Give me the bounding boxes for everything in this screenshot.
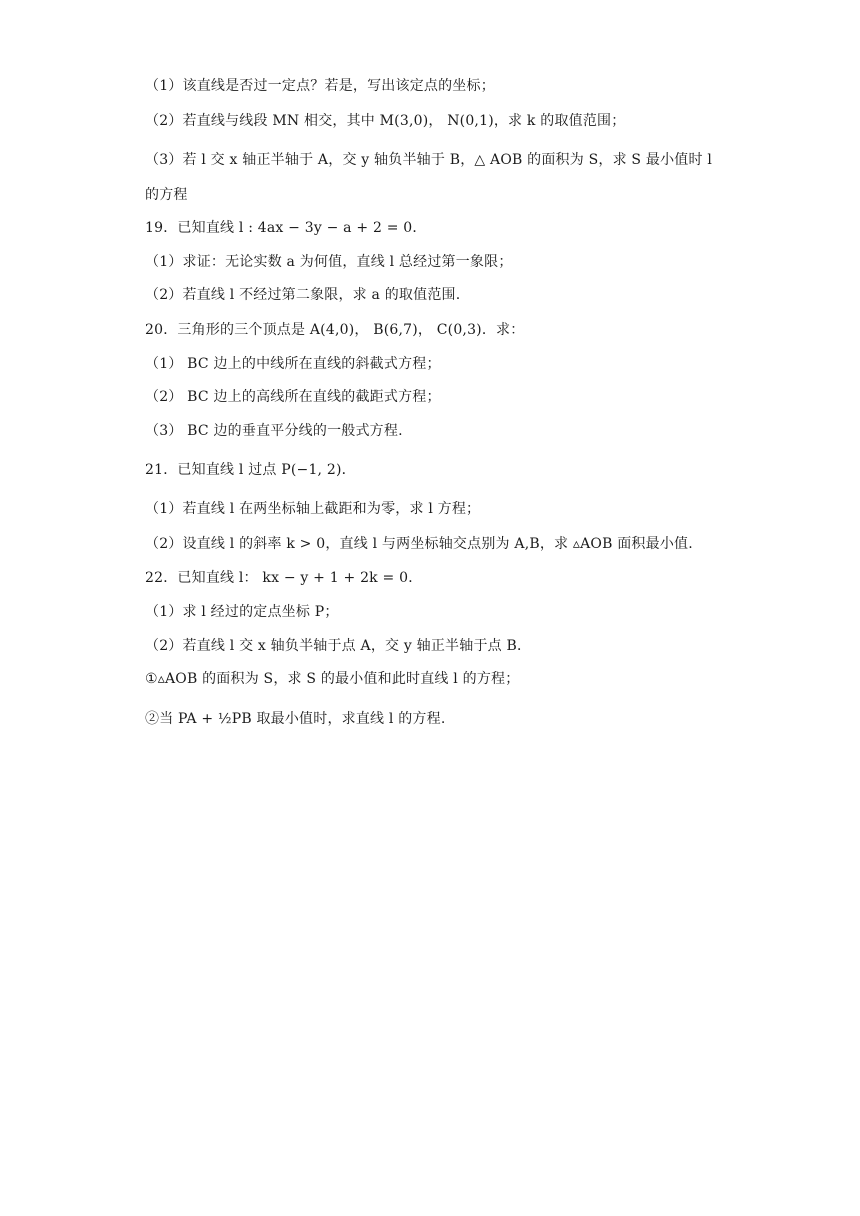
q22-part2-sub2: ②当 PA + ½PB 取最小值时，求直线 l 的方程. — [145, 711, 446, 727]
q18-part2: （2）若直线与线段 MN 相交，其中 M(3,0)， N(0,1)，求 k 的取值范围； — [145, 113, 626, 129]
q19-stem: 19．已知直线 l : 4ax − 3y − a + 2 = 0． — [145, 220, 427, 236]
q22-part2: （2）若直线 l 交 x 轴负半轴于点 A，交 y 轴正半轴于点 B． — [145, 638, 532, 654]
q20-part2: （2） BC 边上的高线所在直线的截距式方程； — [145, 389, 441, 405]
q21-part1: （1）若直线 l 在两坐标轴上截距和为零，求 l 方程； — [145, 501, 481, 517]
q19-part2: （2）若直线 l 不经过第二象限，求 a 的取值范围. — [145, 287, 461, 303]
q21-part2: （2）设直线 l 的斜率 k > 0，直线 l 与两坐标轴交点别为 A,B，求 ▵AOB 面积最小值. — [145, 536, 693, 552]
q22-stem: 22．已知直线 l： kx − y + 1 + 2k = 0． — [145, 570, 423, 586]
q18-part3-cont: 的方程 — [145, 187, 188, 203]
q20-part1: （1） BC 边上的中线所在直线的斜截式方程； — [145, 356, 441, 372]
q20-stem: 20．三角形的三个顶点是 A(4,0)， B(6,7)， C(0,3)．求： — [145, 322, 525, 338]
q18-part3: （3）若 l 交 x 轴正半轴于 A，交 y 轴负半轴于 B，△ AOB 的面积为 S，求 S 最小值时 l — [145, 152, 712, 168]
q19-part1: （1）求证：无论实数 a 为何值，直线 l 总经过第一象限； — [145, 254, 513, 270]
q18-part1: （1）该直线是否过一定点？若是，写出该定点的坐标； — [145, 78, 495, 94]
q22-part1: （1）求 l 经过的定点坐标 P； — [145, 604, 339, 620]
q20-part3: （3） BC 边的垂直平分线的一般式方程. — [145, 423, 403, 439]
q21-stem: 21．已知直线 l 过点 P(−1, 2)． — [145, 462, 356, 478]
q22-part2-sub1: ①▵AOB 的面积为 S，求 S 的最小值和此时直线 l 的方程； — [145, 671, 520, 687]
